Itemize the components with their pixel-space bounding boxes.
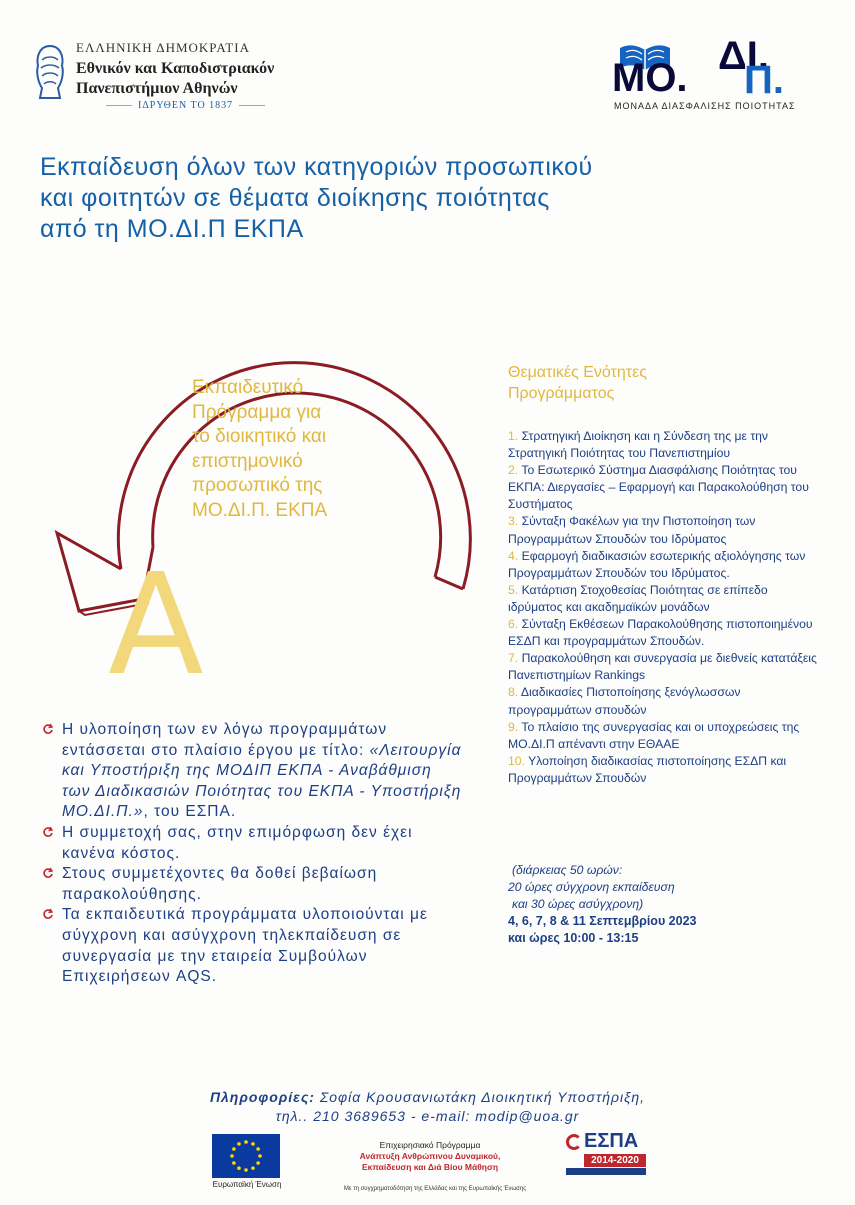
espa-title: ΕΣΠΑ	[584, 1130, 639, 1152]
module-text: Διαδικασίες Πιστοποίησης ξενόγλωσσων προγραμμάτων σπουδών	[508, 685, 741, 717]
eu-star	[237, 1166, 241, 1170]
eu-caption: Ευρωπαϊκή Ένωση	[212, 1180, 282, 1189]
module-item	[508, 684, 818, 718]
bullet-text: , του ΕΣΠΑ.	[143, 803, 237, 821]
list-item	[42, 720, 462, 823]
module-item	[508, 582, 818, 616]
eu-star	[251, 1166, 255, 1170]
refresh-icon	[42, 723, 54, 735]
eu-star	[258, 1154, 262, 1158]
big-letter-a: Α	[108, 544, 204, 707]
module-item	[508, 719, 818, 753]
list-item	[42, 905, 462, 987]
info-line1: Σοφία Κρουσανιωτάκη Διοικητική Υποστήριξη,	[314, 1089, 646, 1105]
page-title	[40, 152, 830, 245]
module-number: 4.	[508, 548, 519, 563]
modules-heading-line: Θεματικές Ενότητες	[508, 364, 647, 381]
bullet-text: Η υλοποίηση των εν λόγω προγραμμάτων εντάσσεται στο πλαίσιο έργου με τίτλο:	[62, 721, 388, 759]
program-line: το διοικητικό και	[192, 426, 327, 447]
bullet-text: Στους συμμετέχοντες θα δοθεί βεβαίωση παρακολούθησης.	[62, 865, 378, 903]
program-line: ΜΟ.ΔΙ.Π. ΕΚΠΑ	[192, 499, 328, 521]
duration-dates: 4, 6, 7, 8 & 11 Σεπτεμβρίου 2023	[508, 914, 697, 928]
operational-program	[330, 1140, 530, 1173]
espa-bar	[566, 1168, 646, 1175]
op-line3: Εκπαίδευση και Διά Βίου Μάθηση	[361, 1162, 499, 1172]
op-line1: Επιχειρησιακό Πρόγραμμα	[379, 1140, 481, 1150]
module-item	[508, 462, 818, 513]
bullet-text: Τα εκπαιδευτικά προγράμματα υλοποιούνται με σύγχρονη και ασύγχρονη τηλεκπαίδευση σε συνεργασία με την εταιρεία Συμβούλων Επιχειρήσεων AQS.	[62, 906, 428, 986]
uoa-line1: ΕΛΛΗΝΙΚΗ ΔΗΜΟΚΡΑΤΙΑ	[76, 40, 250, 55]
modip-subtitle: ΜΟΝΑΔΑ ΔΙΑΣΦΑΛΙΣΗΣ ΠΟΙΟΤΗΤΑΣ	[614, 101, 796, 111]
title-line1: Εκπαίδευση όλων των κατηγοριών προσωπικού	[40, 153, 593, 181]
duration-block	[508, 862, 818, 947]
eu-star	[232, 1161, 236, 1165]
program-title	[192, 376, 407, 523]
module-text: Παρακολούθηση και συνεργασία με διεθνείς κατατάξεις Πανεπιστημίων Rankings	[508, 651, 817, 683]
refresh-icon	[42, 867, 54, 879]
module-number: 1.	[508, 429, 519, 443]
cofunding-note: Με τη συγχρηματοδότηση της Ελλάδας και της Ευρωπαϊκής Ένωσης	[343, 1186, 527, 1192]
module-number: 5.	[508, 582, 519, 597]
module-number: 6.	[508, 617, 519, 632]
duration-line2: 20 ώρες σύγχρονη εκπαίδευση	[508, 880, 675, 894]
module-number: 10.	[508, 753, 525, 768]
module-item	[508, 650, 818, 684]
bullet-list	[42, 720, 462, 988]
uoa-line3: Πανεπιστήμιον Αθηνών	[76, 80, 238, 97]
module-text: Το Εσωτερικό Σύστημα Διασφάλισης Ποιότητας του ΕΚΠΑ: Διεργασίες – Εφαρμογή και Παρακολούθηση του Συστήματος	[508, 463, 809, 512]
module-item	[508, 548, 818, 582]
modules-list	[508, 428, 818, 787]
info-label: Πληροφορίες:	[209, 1089, 315, 1105]
refresh-icon	[42, 826, 54, 838]
module-number: 9.	[508, 719, 519, 734]
op-line2: Ανάπτυξη Ανθρώπινου Δυναμικού,	[359, 1151, 501, 1161]
duration-hours: και ώρες 10:00 - 13:15	[508, 931, 639, 945]
program-line: Πρόγραμμα για	[192, 401, 322, 423]
modules-heading-line: Προγράμματος	[508, 385, 615, 402]
module-text: Σύνταξη Εκθέσεων Παρακολούθησης πιστοποιημένου ΕΣΔΠ και προγραμμάτων Σπουδών.	[508, 617, 813, 649]
program-line: επιστημονικό	[192, 450, 303, 472]
eu-flag-icon	[212, 1134, 280, 1178]
module-item	[508, 513, 818, 547]
list-item	[42, 864, 462, 905]
espa-icon	[566, 1134, 582, 1150]
uoa-line2: Εθνικόν και Καποδιστριακόν	[76, 60, 275, 77]
module-text: Στρατηγική Διοίκηση και η Σύνδεση της με την Στρατηγική Ποιότητας του Πανεπιστημίου	[508, 429, 769, 461]
eu-star	[251, 1142, 255, 1146]
module-number: 7.	[508, 651, 519, 666]
module-item	[508, 753, 818, 787]
module-text: Εφαρμογή διαδικασιών εσωτερικής αξιολόγησης των Προγραμμάτων Σπουδών του Ιδρύματος.	[508, 548, 806, 580]
title-line3: από τη ΜΟ.ΔΙ.Π ΕΚΠΑ	[40, 215, 304, 243]
module-number: 3.	[508, 514, 519, 529]
module-item	[508, 616, 818, 650]
espa-logo	[566, 1130, 646, 1178]
duration-line1: (διάρκειας 50 ωρών:	[512, 863, 623, 877]
info-line2: τηλ.. 210 3689653 - e-mail: modip@uoa.gr	[275, 1108, 580, 1124]
refresh-icon	[42, 908, 54, 920]
module-text: Υλοποίηση διαδικασίας πιστοποίησης ΕΣΔΠ και Προγραμμάτων Σπουδών	[508, 753, 787, 785]
eu-star	[237, 1142, 241, 1146]
title-line2: και φοιτητών σε θέματα διοίκησης ποιότητας	[40, 184, 550, 212]
list-item	[42, 823, 462, 864]
bullet-text: Η συμμετοχή σας, στην επιμόρφωση δεν έχει κανένα κόστος.	[62, 823, 413, 862]
modules-heading	[508, 362, 808, 404]
modip-p: Π.	[744, 58, 784, 102]
module-number: 2.	[508, 463, 519, 478]
eu-star	[244, 1168, 248, 1172]
modip-mo: ΜΟ.	[612, 56, 688, 100]
program-line: Εκπαιδευτικό	[192, 377, 304, 398]
module-item	[508, 428, 818, 462]
module-text: Το πλαίσιο της συνεργασίας και οι υποχρεώσεις της ΜΟ.ΔΙ.Π απέναντι στην ΕΘΑΑΕ	[508, 719, 800, 751]
modip-di: ΔΙ.	[718, 34, 769, 78]
uoa-founded: ΙΔΡΥΘΕΝ ΤΟ 1837	[100, 100, 271, 111]
eu-star	[244, 1140, 248, 1144]
eu-star	[232, 1147, 236, 1151]
eu-star	[256, 1161, 260, 1165]
eu-star	[230, 1154, 234, 1158]
program-line: προσωπικό της	[192, 475, 323, 496]
eu-star	[256, 1147, 260, 1151]
module-text: Κατάρτιση Στοχοθεσίας Ποιότητας σε επίπεδο ιδρύματος και ακαδημαϊκών μονάδων	[508, 582, 768, 614]
module-number: 8.	[508, 685, 519, 700]
module-text: Σύνταξη Φακέλων για την Πιστοποίηση των Προγραμμάτων Σπουδών του Ιδρύματος	[508, 514, 756, 546]
project-title: «Λειτουργία και Υποστήριξη της ΜΟΔΙΠ ΕΚΠΑ - Αναβάθμιση των Διαδικασιών Ποιότητας του ΕΚΠΑ - Υποστήριξη ΜΟ.ΔΙ.Π.»	[62, 741, 462, 821]
duration-line3: και 30 ώρες ασύγχρονη)	[512, 897, 644, 911]
uoa-emblem-icon	[30, 42, 70, 102]
contact-info	[0, 1088, 855, 1126]
espa-years: 2014-2020	[584, 1154, 646, 1167]
